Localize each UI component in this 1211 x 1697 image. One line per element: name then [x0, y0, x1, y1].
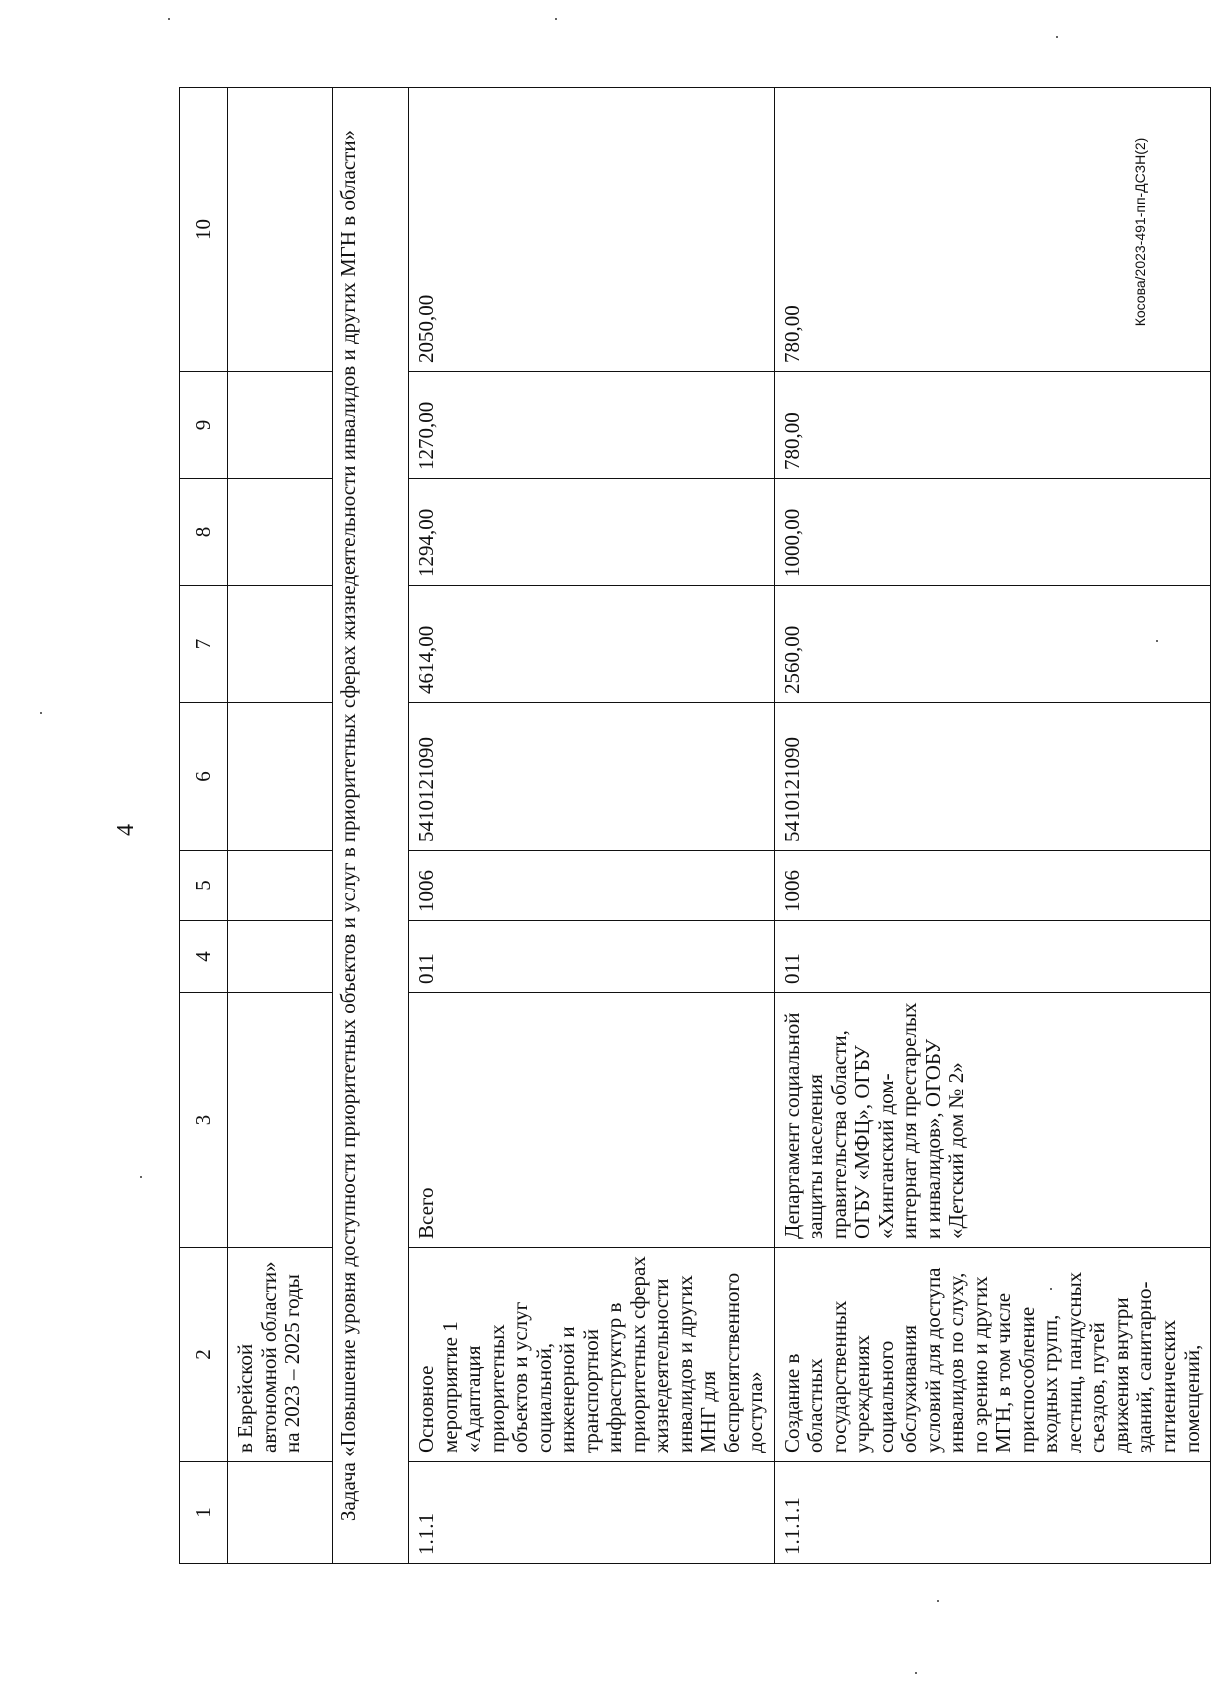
row-number: 1.1.1: [409, 1462, 775, 1564]
header-row: [180, 88, 228, 1564]
amount-2023: 1000,00: [774, 479, 1210, 586]
page-number: 4: [113, 824, 139, 836]
header-cell: 5: [180, 851, 228, 921]
table-cell: [228, 921, 333, 993]
continuation-row: [228, 88, 333, 1564]
target-item-code: 5410121090: [409, 703, 775, 851]
table-row: [774, 88, 1210, 1564]
table-cell: [228, 88, 333, 372]
scan-speck: [168, 18, 170, 20]
table-cell: [228, 851, 333, 921]
amount-2024: 1270,00: [409, 372, 775, 479]
table-cell: [228, 372, 333, 479]
amount-2023: 1294,00: [409, 479, 775, 586]
table-cell: [228, 1462, 333, 1564]
header-cell: 10: [180, 88, 228, 372]
executor: Всего: [409, 993, 775, 1248]
scan-speck: [140, 1176, 142, 1178]
section-code: 1006: [409, 851, 775, 921]
scan-speck: [40, 712, 42, 714]
amount-total: 2560,00: [774, 586, 1210, 703]
header-cell: 4: [180, 921, 228, 993]
header-cell: 2: [180, 1248, 228, 1462]
amount-total: 4614,00: [409, 586, 775, 703]
measure-name: Основное мероприятие 1 «Адаптация приоритетных объектов и услуг социальной, инженерной и транспортной инфраструктур в приоритетных сферах жизнедеятельности инвалидов и других МНГ для беспрепятственного доступа»: [409, 1248, 775, 1462]
grbs-code: 011: [409, 921, 775, 993]
table-cell: [228, 993, 333, 1248]
target-item-code: 5410121090: [774, 703, 1210, 851]
header-cell: 1: [180, 1462, 228, 1564]
scan-speck: [915, 1672, 917, 1674]
table-cell: [228, 479, 333, 586]
header-cell: 8: [180, 479, 228, 586]
row-number: 1.1.1.1: [774, 1462, 1210, 1564]
table-cell: [228, 586, 333, 703]
amount-2024: 780,00: [774, 372, 1210, 479]
amount-2025: 2050,00: [409, 88, 775, 372]
scan-speck: [1056, 36, 1058, 38]
header-cell: 3: [180, 993, 228, 1248]
task-row: [333, 88, 409, 1564]
table-cell: [228, 703, 333, 851]
header-cell: 7: [180, 586, 228, 703]
amount-2025: 780,00: [774, 88, 1210, 372]
header-cell: 6: [180, 703, 228, 851]
task-title: Задача «Повышение уровня доступности приоритетных объектов и услуг в приоритетных сферах жизнедеятельности инвалидов и других МГН в области»: [333, 88, 409, 1564]
budget-table: [179, 87, 1211, 1564]
executor: Департамент социальной защиты населения правительства области, ОГБУ «МФЦ», ОГБУ «Хинганский дом-интернат для престарелых и инвалидов», ОГОБУ «Детский дом № 2»: [774, 993, 1210, 1248]
measure-name: Создание в областных государственных учреждениях социального обслуживания условий для доступа инвалидов по слуху, по зрению и других МГН, в том числе приспособление входных групп, лестниц, пандусных съездов, путей движения внутри зданий, санитарно-гигиенических помещений,: [774, 1248, 1210, 1462]
scan-speck: [937, 1600, 939, 1602]
program-name-continuation: в Еврейской автономной области» на 2023 – 2025 годы: [228, 1248, 333, 1462]
header-cell: 9: [180, 372, 228, 479]
section-code: 1006: [774, 851, 1210, 921]
grbs-code: 011: [774, 921, 1210, 993]
scan-speck: [555, 18, 557, 20]
table-row: [409, 88, 775, 1564]
document-code-text: Косова/2023-491-пп-ДСЗН(2): [1132, 137, 1148, 327]
